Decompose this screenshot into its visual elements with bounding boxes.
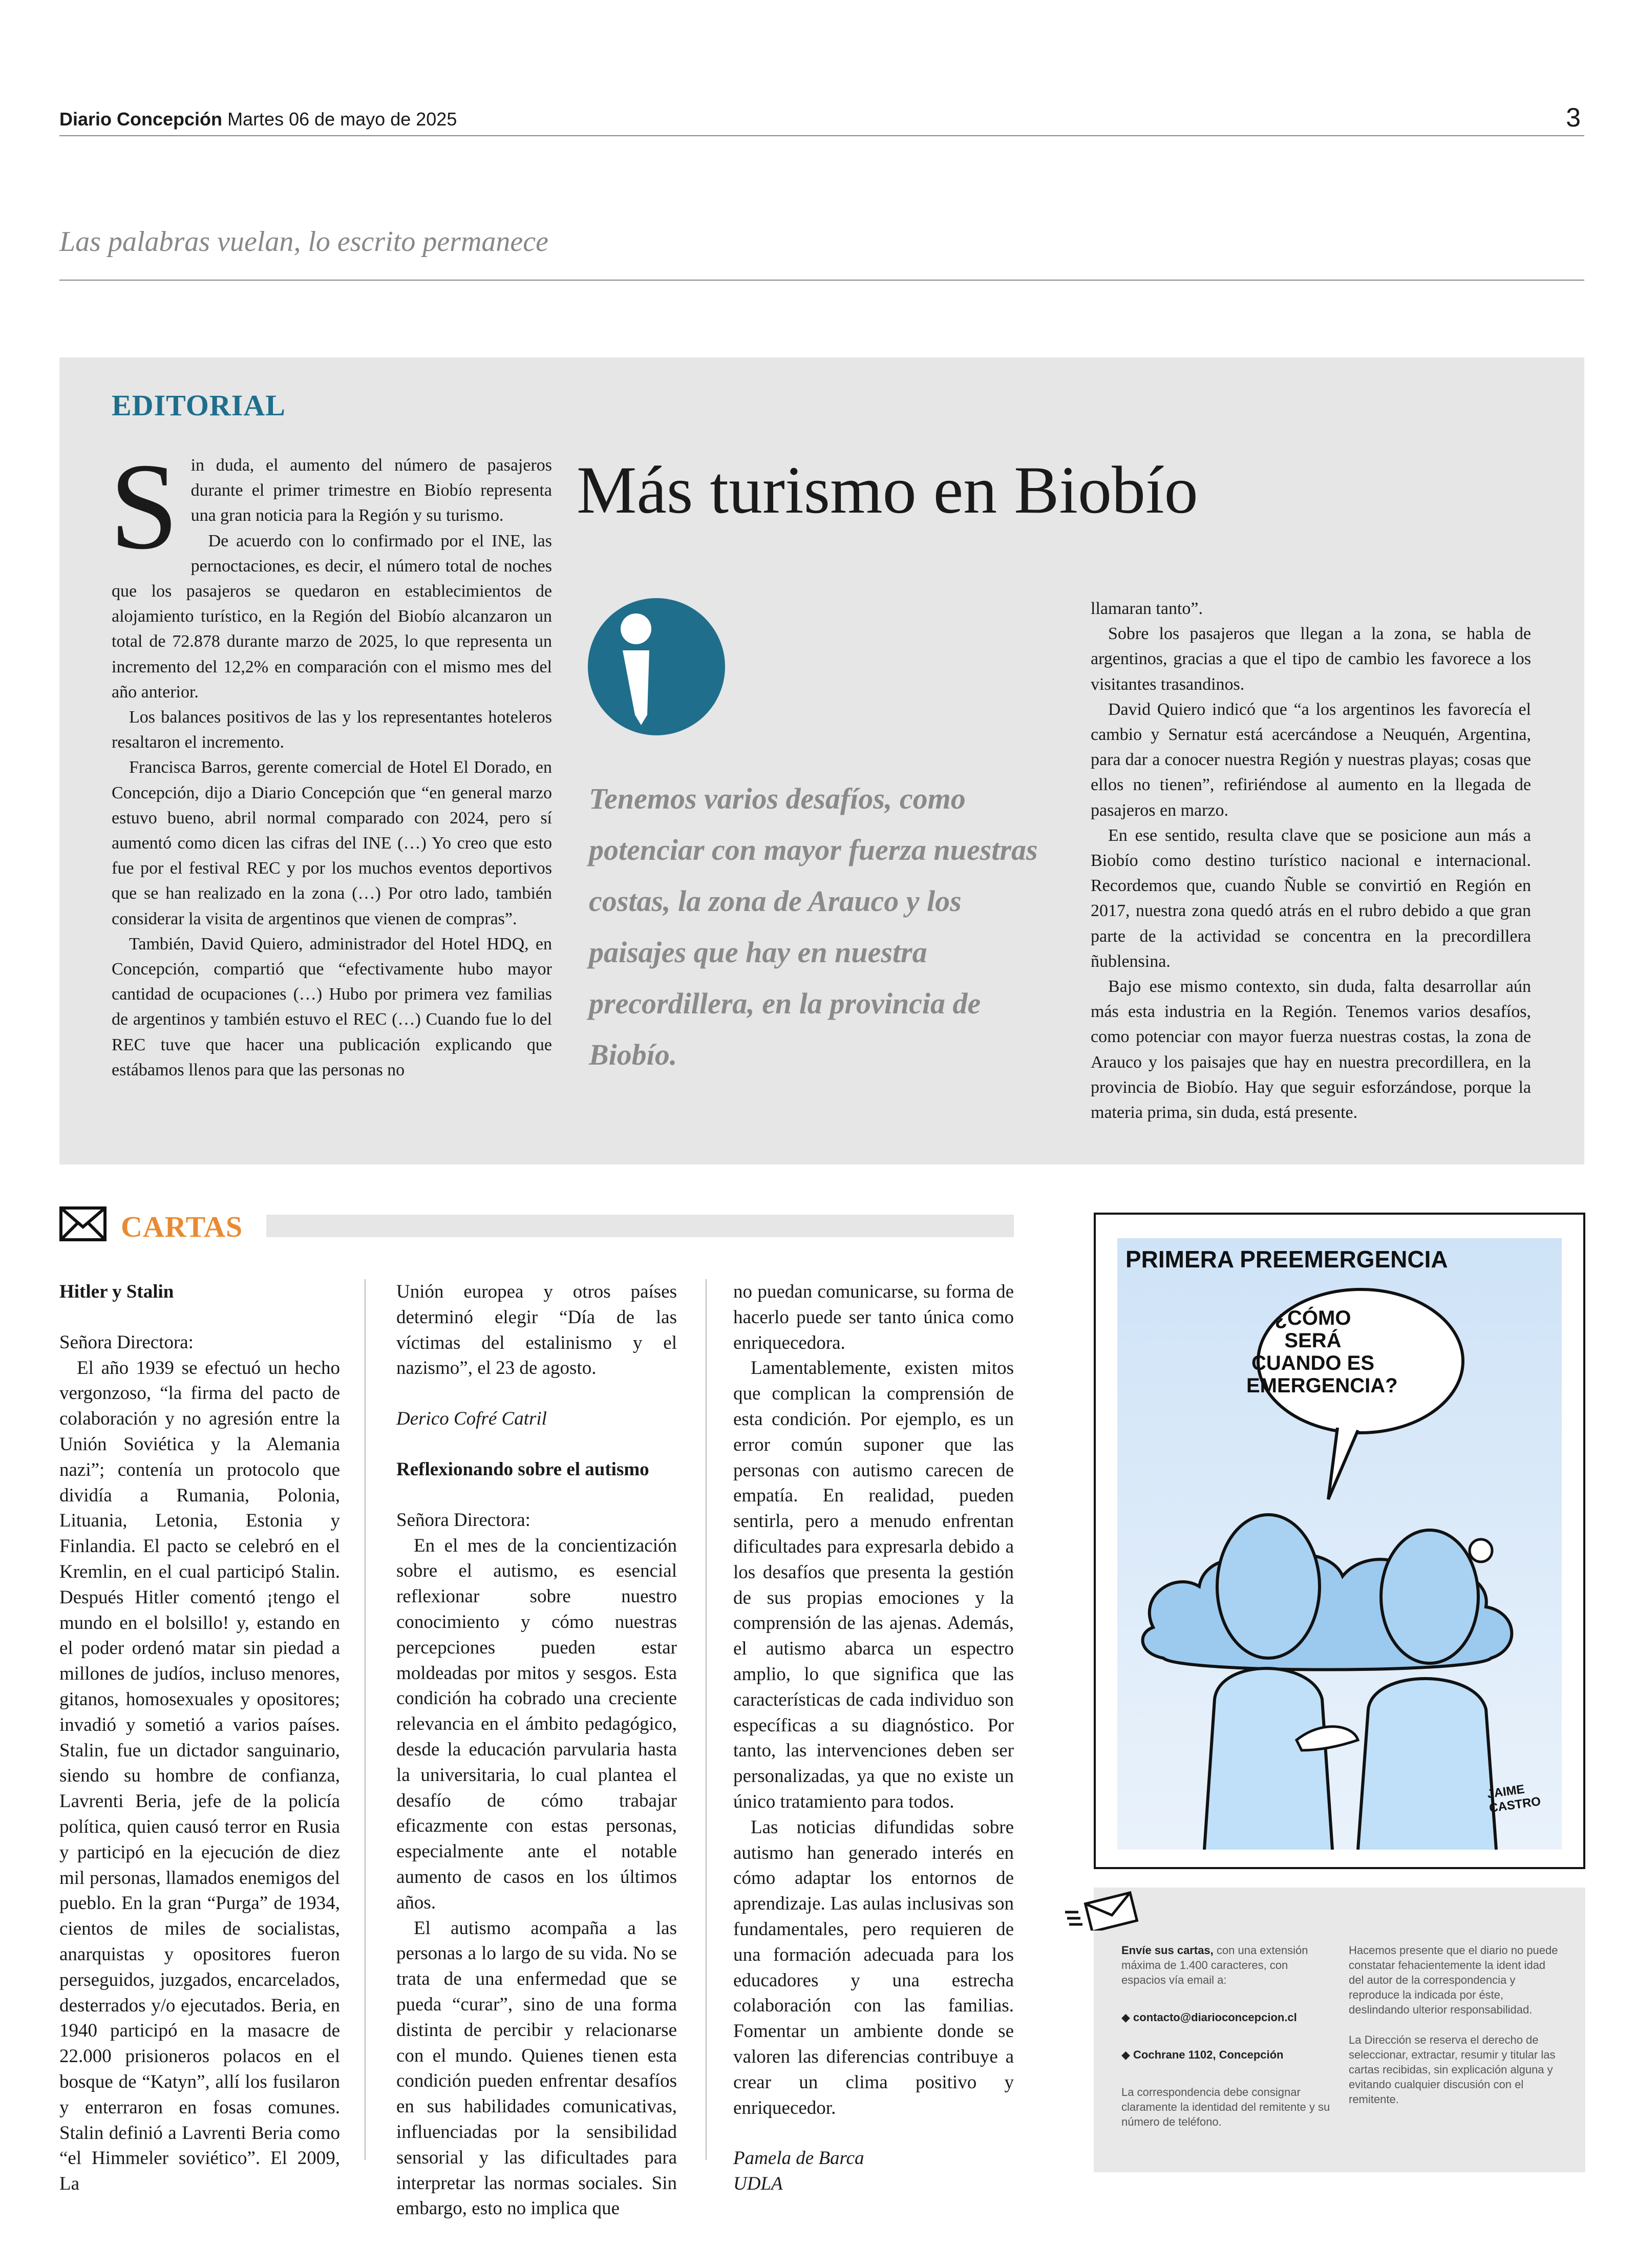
letter-salutation: Señora Directora:	[59, 1331, 194, 1353]
send-label: Envíe sus cartas,	[1121, 1944, 1214, 1957]
letter-body: Unión europea y otros países determinó elegir “Día de las víctimas del estalinismo y el nazismo”, el 23 de agosto.	[396, 1281, 677, 1379]
letter-column-3	[733, 1279, 1014, 2197]
editorial-column-3	[1091, 596, 1531, 1125]
info-right-column	[1349, 1943, 1559, 2107]
section-tagline: Las palabras vuelan, lo escrito permanece	[59, 226, 548, 258]
letter-title: Reflexionando sobre el autismo	[396, 1458, 649, 1480]
editorial-paragraph: En ese sentido, resulta clave que se posicione aun más a Biobío como destino turístico nacional e internacional. Recordemos que, cuando Ñuble se convirtió en Región en 2017, nuestra zona quedó atrás en el rubro debido a que gran parte de la actividad se concentra en la precordillera ñublensina.	[1091, 825, 1531, 971]
info-note: La correspondencia debe consignar claramente la identidad del remitente y su número de teléfono.	[1121, 2086, 1330, 2128]
column-divider	[706, 1279, 707, 2160]
editorial-headline: Más turismo en Biobío	[577, 452, 1198, 527]
editorial-paragraph: También, David Quiero, administrador del Hotel HDQ, en Concepción, compartió que “efectivamente hubo mayor cantidad de ocupaciones (…) Hubo por primera vez familias de argentinos y también estuvo el REC (…) Cuando fue lo del REC tuve que hacer una publicación explicando que estábamos llenos para que las personas no	[112, 934, 552, 1079]
editorial-paragraph: David Quiero indicó que “a los argentinos les favorecía el cambio y Sernatur está acercándose a Neuquén, Argentina, para dar a conocer nuestra Región y nuestras playas; cosas que ellos no tienen”, refiriéndose al aumento en la llegada de pasajeros en marzo.	[1091, 700, 1531, 820]
editorial-paragraph: llamaran tanto”.	[1091, 599, 1203, 618]
tagline-rule	[59, 280, 1584, 281]
editorial-paragraph: Francisca Barros, gerente comercial de Hotel El Dorado, en Concepción, dijo a Diario Concepción que “en general marzo estuvo bueno, abril normal comparado con 2024, pero sí aumentó como dicen las cifras del INE (…) Yo creo que esto fue por el festival REC y por los muchos eventos deportivos que se han realizado en la zona (…) Por otro lado, también considerar la visita de argentinos que vienen de compras”.	[112, 758, 552, 928]
letter-body: En el mes de la concientización sobre el autismo, es esencial reflexionar sobre nuestro conocimiento y cómo nuestras percepciones pueden estar moldeadas por mitos y sesgos. Esta condición ha cobrado una creciente relevancia en el ámbito pedagógico, desde la educación parvularia hasta la universitaria, lo cual plantea el desafío de cómo trabajar eficazmente con estas personas, especialmente ante el notable aumento de casos en los últimos años.	[396, 1535, 677, 1913]
drop-cap: S	[110, 438, 179, 575]
contact-email[interactable]: contacto@diarioconcepcion.cl	[1133, 2011, 1297, 2024]
mail-icon	[1060, 1890, 1142, 1931]
pull-quote: Tenemos varios desafíos, como potenciar con mayor fuerza nuestras costas, la zona de Arauco y los paisajes que hay en nuestra precordillera, en la provincia de Biobío.	[589, 782, 1038, 1071]
publication-name: Diario Concepción	[59, 109, 223, 130]
issue-date: Martes 06 de mayo de 2025	[227, 109, 457, 130]
send-text: con una extensión máxima de 1.400 caracteres, con espacios vía email a:	[1121, 1944, 1308, 1986]
letter-signature: Derico Cofré Catril	[396, 1408, 547, 1430]
letter-title: Hitler y Stalin	[59, 1281, 174, 1302]
info-note: La Dirección se reserva el derecho de seleccionar, extractar, resumir y titular las cartas recibidas, sin explicación alguna y evitando cualquier discusión con el remitente.	[1349, 2033, 1556, 2106]
editorial-column-1	[110, 438, 552, 1083]
info-left-column	[1121, 1943, 1331, 2129]
letter-column-2	[396, 1279, 677, 2221]
letter-body: El autismo acompaña a las personas a lo largo de su vida. No se trata de una enfermedad que se pueda “curar”, sino de una forma distinta de percibir y relacionarse con el mundo. Quienes tienen esta condición pueden enfrentar desafíos en sus habilidades comunicativas, influenciadas por la sensibilidad sensorial y las dificultades para interpretar las normas sociales. Sin embargo, esto no implica que	[396, 1917, 677, 2219]
cartoonist-signature: JAIME CASTRO	[1486, 1782, 1542, 1816]
editorial-label: EDITORIAL	[112, 389, 286, 422]
letter-salutation: Señora Directora:	[396, 1509, 530, 1531]
editorial-paragraph: in duda, el aumento del número de pasajeros durante el primer trimestre en Biobío representa una gran noticia para la Región y su turismo.	[190, 456, 552, 525]
header-publication-line	[59, 109, 457, 130]
letter-affiliation: UDLA	[733, 2173, 783, 2195]
editorial-paragraph: Sobre los pasajeros que llegan a la zona, se habla de argentinos, gracias a que el tipo de cambio les favorece a los visitantes trasandinos.	[1091, 624, 1531, 694]
editorial-paragraph: Bajo ese mismo contexto, sin duda, falta desarrollar aún más esta industria en la Región. Tenemos varios desafíos, como potenciar con mayor fuerza nuestras costas, la zona de Arauco y los paisajes que hay en nuestra precordillera, en la provincia de Biobío. Hay que seguir esforzándose, porque la materia prima, sin duda, está presente.	[1091, 977, 1531, 1122]
info-note: Hacemos presente que el diario no puede constatar fehacientemente la ident idad del autor de la correspondencia y reproduce la indicada por éste, deslindando ulterior responsabilidad.	[1349, 1944, 1558, 2016]
letter-signature: Pamela de Barca	[733, 2148, 864, 2169]
cartoon-title: PRIMERA PREEMERGENCIA	[1125, 1246, 1448, 1273]
page-number: 3	[1566, 103, 1581, 133]
cartas-header-bar	[266, 1215, 1014, 1237]
envelope-icon	[59, 1206, 107, 1241]
editorial-paragraph: De acuerdo con lo confirmado por el INE, las pernoctaciones, es decir, el número total de noches que los pasajeros se quedaron en establecimientos de alojamiento turístico, en la Región del Biobío alcanzaron un total de 72.878 durante marzo de 2025, lo que representa un incremento del 12,2% en comparación con el mismo mes del año anterior.	[112, 531, 552, 702]
letter-body: El año 1939 se efectuó un hecho vergonzoso, “la firma del pacto de colaboración y no agresión entre la Unión Soviética y la Alemania nazi”; contenía un protocolo que dividía a Rumania, Polonia, Lituania, Letonia, Estonia y Finlandia. El pacto se celebró en el Kremlin, en el cual participó Stalin. Después Hitler comentó ¡tengo el mundo en el bolsillo! y, estando en el poder ordenó matar sin piedad a millones de judíos, incluso menores, gitanos, homosexuales y opositores; invadió y sometió a varios países. Stalin, fue un dictador sanguinario, siendo su hombre de confianza, Lavrenti Beria, jefe de la policía política, quien causó terror en Rusia y participó en la ejecución de diez mil personas, llamados enemigos del pueblo. En la gran “Purga” de 1934, cientos de miles de socialistas, anarquistas y opositores fueron perseguidos, juzgados, encarcelados, desterrados y/o ejecutados. Beria, en 1940 participó en la masacre de 22.000 prisioneros polacos en el bosque de “Katyn”, allí los fusilaron y enterraron en fosas comunes. Stalin definió a Lavrenti Beria como “el Himmeler soviético”. El 2009, La	[59, 1357, 340, 2195]
info-icon	[587, 597, 726, 736]
cartoon-speech-bubble: ¿CÓMO SERÁ CUANDO ES EMERGENCIA?	[1246, 1307, 1398, 1397]
diamond-icon: ◆	[1121, 2011, 1130, 2024]
editorial-paragraph: Los balances positivos de las y los representantes hoteleros resaltaron el incremento.	[112, 708, 552, 752]
letter-column-1	[59, 1279, 340, 2197]
letter-body: Lamentablemente, existen mitos que complican la comprensión de esta condición. Por ejemplo, es un error común suponer que las personas con autismo carecen de empatía. En realidad, pueden sentirla, pero a menudo enfrentan dificultades para expresarla debido a los desafíos que presenta la gestión de sus propias emociones y la comprensión de las ajenas. Además, el autismo abarca un espectro amplio, lo que significa que las características de cada individuo son específicas a su diagnóstico. Por tanto, las intervenciones deben ser personalizadas, ya que no existe un único tratamiento para todos.	[733, 1358, 1014, 1812]
diamond-icon: ◆	[1121, 2048, 1130, 2061]
letter-body: Las noticias difundidas sobre autismo han generado interés en cómo adaptar los entornos de aprendizaje. Las aulas inclusivas son fundamentales, pero requieren de una formación adecuada para los educadores y una estrecha colaboración con las familias. Fomentar un ambiente donde se valoren las diferencias contribuye a crear un clima positivo y enriquecedor.	[733, 1816, 1014, 2118]
cartas-label: CARTAS	[121, 1210, 243, 1243]
letter-body: no puedan comunicarse, su forma de hacerlo puede ser tanto única como enriquecedora.	[733, 1281, 1014, 1353]
column-divider	[365, 1279, 366, 2160]
header-rule	[59, 135, 1584, 136]
contact-address: Cochrane 1102, Concepción	[1133, 2048, 1284, 2061]
